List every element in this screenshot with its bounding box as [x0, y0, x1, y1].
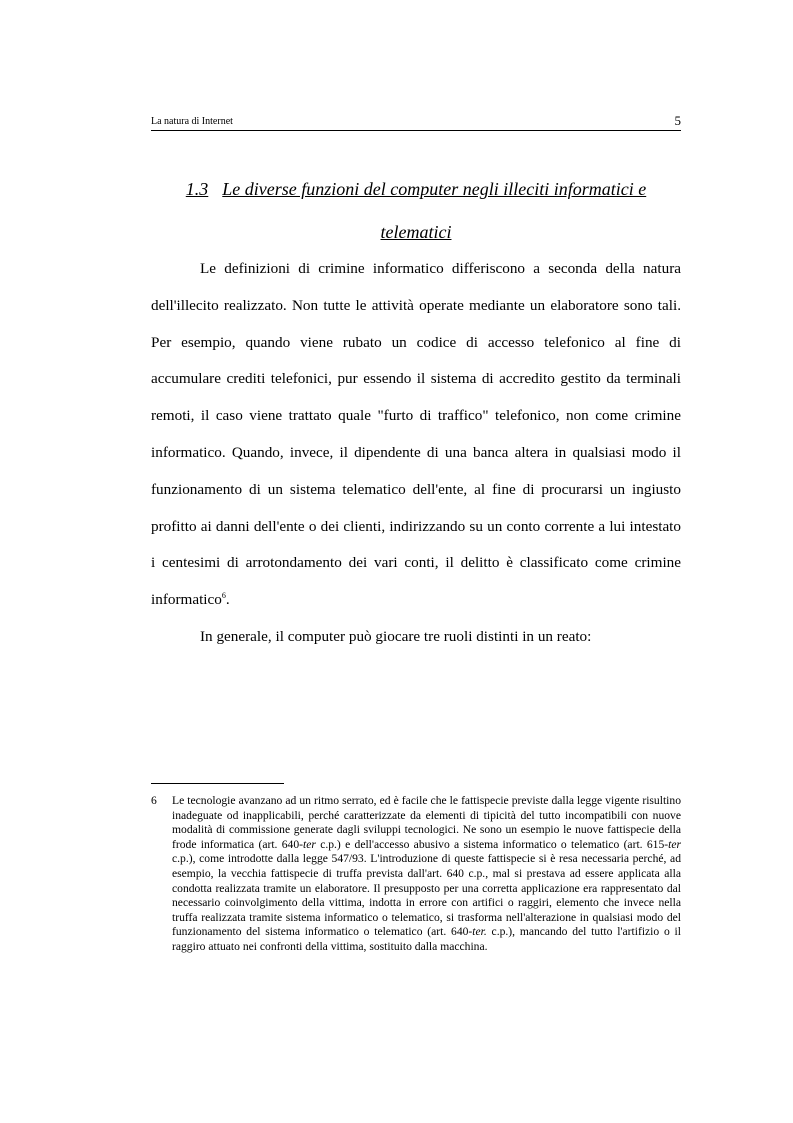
footnote-segment: c.p.), come introdotte dalla legge 547/93. L'introduzione di queste fattispecie si è resa necessaria perché, ad esempio, la vecchia fattispecie di truffa prevista dall'art. 640 c.p., mal si prestava ad essere applicata alla condotta realizzata tramite un elaboratore. Il presupposto per una corretta applicazione era rappresentato dal necessario coinvolgimento della vittima, indotta in errore con artifici o raggiri, elemento che invece nella truffa realizzata tramite sistema informatico o telematico, si trasforma nell'alterazione in qualsiasi modo del funzionamento del sistema informatico o telematico (art. 640- [172, 852, 681, 939]
body-text [151, 251, 681, 656]
footnote-text [172, 794, 681, 955]
footnote [151, 794, 681, 955]
footnote-segment: c.p.), mancando del tutto l'artifizio o il raggiro attuato nei confronti della vittima, sostituito dalla macchina. [172, 925, 681, 953]
footnote-reference[interactable]: 6 [221, 591, 226, 601]
section-heading [151, 168, 681, 254]
running-header [151, 114, 681, 131]
section-number: 1.3 [185, 179, 209, 199]
paragraph-text: In generale, il computer può giocare tre ruoli distinti in un reato: [200, 627, 592, 645]
footnote-segment: c.p.) e dell'accesso abusivo a sistema informatico o telematico (art. 615- [315, 837, 669, 851]
footnote-italic: ter [303, 837, 316, 851]
section-title: Le diverse funzioni del computer negli illeciti informatici e telematici [222, 179, 647, 242]
footnote-separator [151, 783, 284, 784]
paragraph-end: . [225, 591, 230, 609]
paragraph [151, 251, 681, 619]
page-number: 5 [674, 113, 681, 128]
footnote-italic: ter. [472, 925, 487, 939]
footnote-segment: Le tecnologie avanzano ad un ritmo serrato, ed è facile che le fattispecie previste dalla legge vigente risultino inadeguate od inapplicabili, perché caratterizzate da elementi di tipicità del tutto incompatibili con nuove modalità di commissione generate dagli sviluppi tecnologici. Ne sono un esempio le nuove fattispecie della frode informatica (art. 640- [172, 794, 681, 851]
paragraph [151, 619, 681, 656]
footnote-number: 6 [151, 794, 157, 807]
paragraph-text: Le definizioni di crimine informatico differiscono a seconda della natura dell'illecito realizzato. Non tutte le attività operate mediante un elaboratore sono tali. Per esempio, quando viene rubato un codice di accesso telefonico al fine di accumulare crediti telefonici, pur essendo il sistema di accredito gestito da terminali remoti, il caso viene trattato quale "furto di traffico" telefonico, non come crimine informatico. Quando, invece, il dipendente di una banca altera in qualsiasi modo il funzionamento di un sistema telematico dell'ente, al fine di procurarsi un ingiusto profitto ai danni dell'ente o dei clienti, indirizzando su un conto corrente a lui intestato i centesimi di arrotondamento dei vari conti, il delitto è classificato come crimine informatico [151, 260, 681, 609]
footnote-italic: ter [668, 837, 681, 851]
running-title: La natura di Internet [151, 116, 233, 127]
